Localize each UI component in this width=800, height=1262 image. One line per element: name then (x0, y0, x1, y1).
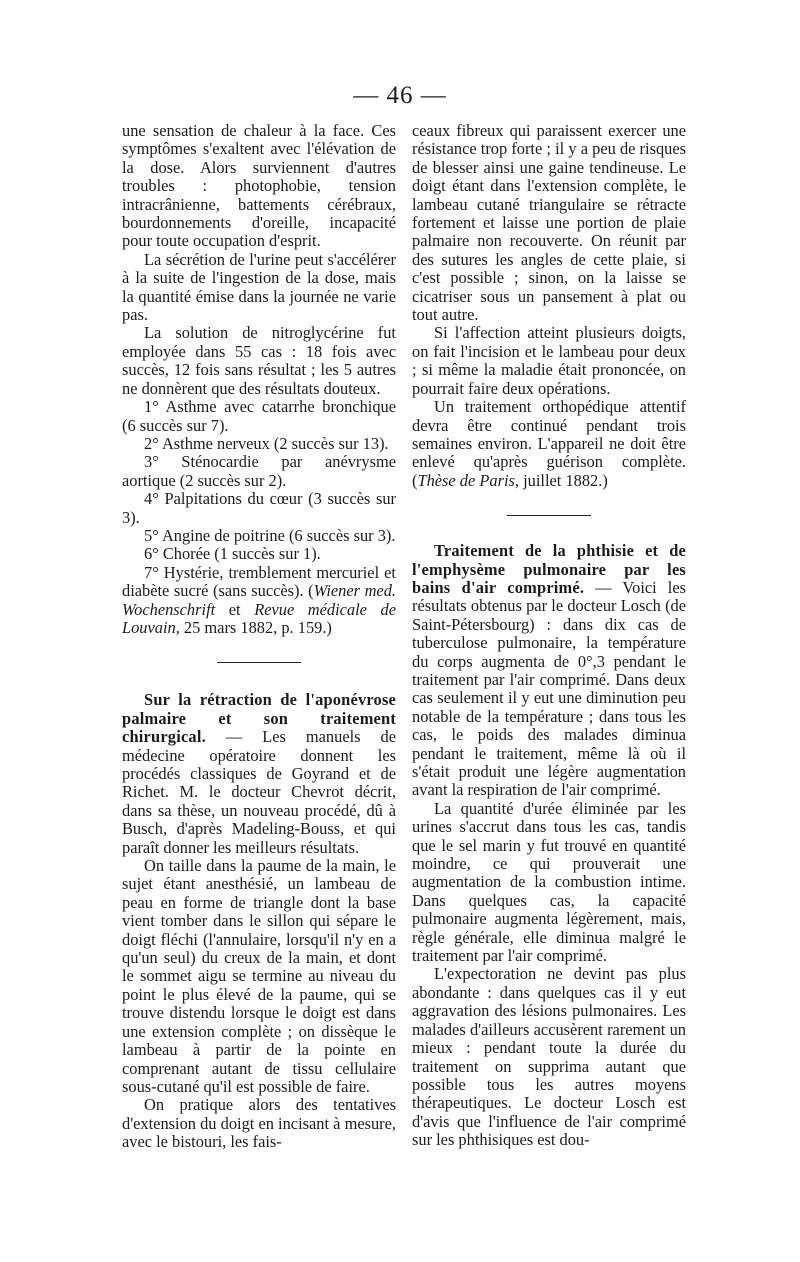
article-text: — Les manuels de médecine opératoire donnent les procédés classiques de Goyrand et de Richet. M. le docteur Chevrot décrit, dans sa thèse, un nouveau procédé, dû à Busch, d'après Madeling-Bouss, et qui paraît donner les meilleurs résultats. (122, 727, 396, 857)
source-citation: Revue médicale de Louvain (122, 599, 397, 637)
paragraph: une sensation de chaleur à la face. Ces symptômes s'exaltent avec l'élévation de la dose. Alors surviennent d'autres troubles : photophobie, tension intracrânienne, battements cérébraux, bourdonnements d'oreille, incapacité pour toute occupation d'esprit. (122, 121, 396, 251)
paragraph: La sécrétion de l'urine peut s'accélérer à la suite de l'ingestion de la dose, mais la quantité émise dans la journée ne varie pas. (122, 249, 396, 325)
connector-text: et (215, 599, 255, 619)
paragraph: La quantité d'urée éliminée par les urines s'accrut dans tous les cas, tandis que le sel marin y fut trouvé en quantité moindre, ce qui prouverait une augmentation de la combustion intime. Dans quelques cas, la capacité pulmonaire augmenta légèrement, mais, règle générale, elle diminua malgré le traitement par l'air comprimé. (412, 798, 686, 966)
list-item: 1° Asthme avec catarrhe bronchique (6 succès sur 7). (122, 397, 396, 435)
left-column (122, 122, 396, 1152)
paragraph: La solution de nitroglycérine fut employée dans 55 cas : 18 fois avec succès, 12 fois sans résultat ; les 5 autres ne donnèrent que des résultats douteux. (122, 323, 396, 398)
list-item: 2° Asthme nerveux (2 succès sur 13). (144, 433, 389, 453)
article-text: — Voici les résultats obtenus par le docteur Losch (de Saint-Pétersbourg) : dans dix cas de tuberculose pulmonaire, la température du corps augmenta de 0°,3 pendant le traitement par l'air comprimé. Dans deux cas seulement il y eut une diminution peu notable de la température ; dans tous les cas, le poids des malades diminua pendant le traitement, même là où il s'était produit une légère augmentation avant la respiration de l'air comprimé. (412, 577, 686, 800)
paragraph: ceaux fibreux qui paraissent exercer une résistance trop forte ; il y a peu de risques de blesser ainsi une gaine tendineuse. Le doigt étant dans l'extension complète, le lambeau cutané triangulaire se rétracte fortement et laisse une portion de plaie palmaire non recouverte. On réunit par des sutures les angles de cette plaie, si c'est possible ; sinon, on la laisse se cicatriser sous un pansement à plat ou tout autre. (412, 121, 686, 325)
source-citation: Thèse de Paris (417, 470, 515, 490)
section-divider (507, 515, 591, 516)
list-item: 6° Chorée (1 succès sur 1). (144, 544, 321, 564)
list-item-text: 7° Hystérie, tremblement mercuriel et diabète sucré (sans succès). ( (122, 562, 396, 601)
article-paragraph (412, 542, 686, 800)
right-column (412, 122, 686, 1150)
section-divider (217, 662, 301, 663)
article-paragraph (122, 691, 396, 857)
paragraph-text: Un traitement orthopédique attentif devra être continué pendant trois semaines environ. L'appareil ne doit être enlevé qu'après guérison complète. ( (412, 397, 686, 490)
list-item: 3° Sténocardie par anévrysme aortique (2 succès sur 2). (122, 452, 396, 490)
citation-date: , juillet 1882.) (514, 470, 608, 490)
paragraph: L'expectoration ne devint pas plus abondante : dans quelques cas il y eut aggravation des lésions pulmonaires. Les malades d'ailleurs accusèrent rarement un mieux : pendant toute la durée du traitement on supprima autant que possible tous les autres moyens thérapeutiques. Le docteur Losch est d'avis que l'influence de l'air comprimé sur les phthisiques est dou- (412, 964, 686, 1150)
article-title: Sur la rétraction de l'aponévrose palmaire et son traitement chirurgical. (122, 690, 396, 747)
list-item: 4° Palpitations du cœur (3 succès sur 3). (122, 489, 396, 527)
source-citation: Wiener med. Wochenschrift (122, 581, 396, 619)
paragraph-with-source (412, 398, 686, 490)
list-item: 5° Angine de poitrine (6 succès sur 3). (144, 525, 396, 545)
paragraph: On taille dans la paume de la main, le sujet étant anesthésié, un lambeau de peau en forme de triangle dont la base vient tomber dans le sillon qui sépare le doigt fléchi (l'annulaire, lorsqu'il n'y en a qu'un seul) du creux de la main, et dont le sommet aigu se termine au niveau du point le plus élevé de la paume, qui se trouve distendu lorsque le doigt est dans une extension complète ; on dissèque le lambeau à partir de la pointe en comprenant autant de tissu cellulaire sous-cutané qu'il est possible de faire. (122, 856, 396, 1096)
citation-date: , 25 mars 1882, p. 159.) (175, 617, 332, 637)
list-item-with-source (122, 564, 396, 638)
article-title: Traitement de la phthisie et de l'emphysème pulmonaire par les bains d'air comprimé. (412, 541, 686, 597)
paragraph: On pratique alors des tentatives d'extension du doigt en incisant à mesure, avec le bistouri, les fais- (122, 1095, 396, 1152)
page-number: — 46 — (353, 82, 447, 109)
paragraph: Si l'affection atteint plusieurs doigts, on fait l'incision et le lambeau pour deux ; si même la maladie était prononcée, on pourrait faire deux opérations. (412, 323, 686, 398)
